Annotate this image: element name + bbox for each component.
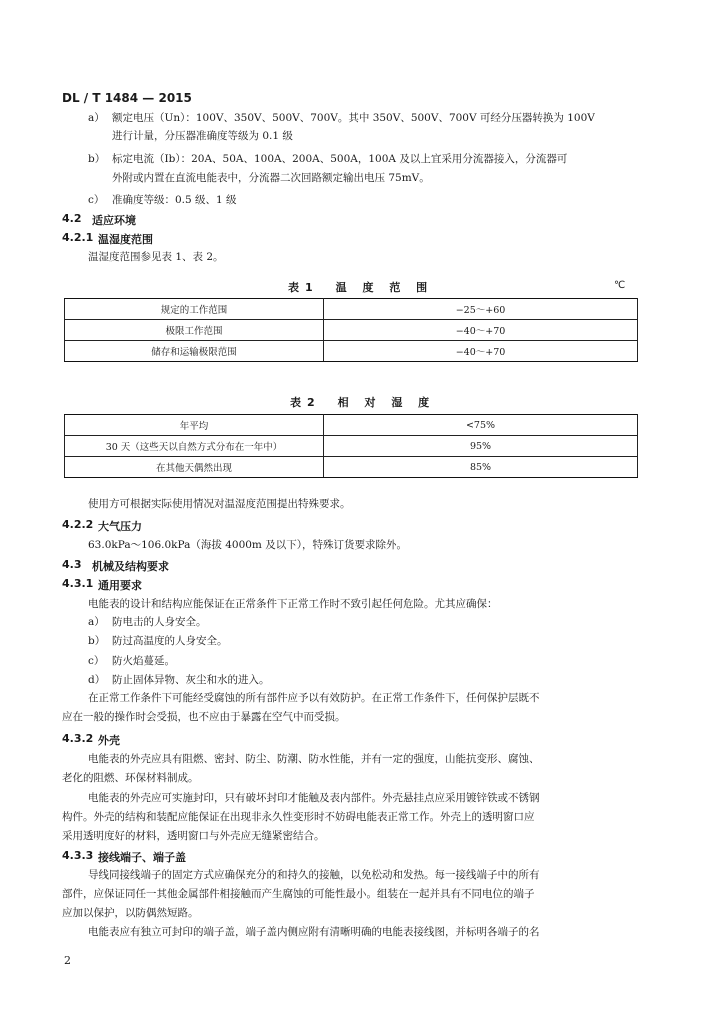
section-4-3-3-title: 接线端子、端子盖	[98, 851, 186, 864]
table2	[64, 414, 638, 478]
section-4-3-1-number: 4.3.1	[62, 577, 94, 590]
table-cell-value: −25～+60	[324, 299, 638, 320]
list-item: 防止固体异物、灰尘和水的进入。	[112, 674, 270, 686]
section-4-3-1-intro: 电能表的设计和结构应能保证在正常条件下正常工作时不致引起任何危险。尤其应确保：	[88, 598, 498, 610]
list-item: 防电击的人身安全。	[112, 616, 207, 628]
list-item-marker: a）	[88, 616, 105, 628]
table-cell-value: 85%	[324, 457, 638, 478]
section-4-2-1-number: 4.2.1	[62, 231, 94, 244]
table-cell-value: <75%	[324, 415, 638, 436]
section-4-3-title: 机械及结构要求	[92, 560, 169, 573]
item-c-text: 准确度等级：0.5 级、1 级	[112, 194, 237, 206]
section-4-3-2-number: 4.3.2	[62, 732, 94, 745]
list-item-marker: d）	[88, 674, 106, 686]
item-b-line1: 标定电流（Ib）：20A、50A、100A、200A、500A，100A 及以上宜采用分流器接入，分流器可	[112, 153, 568, 165]
standard-code: DL / T 1484 — 2015	[62, 91, 192, 105]
page-number: 2	[64, 954, 71, 967]
table1-caption: 表1 温 度 范 围	[288, 281, 434, 294]
table-cell-label: 规定的工作范围	[65, 299, 324, 320]
table-cell-value: −40～+70	[324, 320, 638, 341]
list-item-marker: b）	[88, 635, 106, 647]
list-item-marker: c）	[88, 655, 105, 667]
table-cell-label: 30 天（这些天以自然方式分布在一年中）	[65, 436, 324, 457]
table2-caption: 表2 相 对 湿 度	[290, 396, 436, 409]
table-cell-label: 极限工作范围	[65, 320, 324, 341]
section-4-2-1-body: 温湿度范围参见表 1、表 2。	[88, 251, 224, 263]
table-cell-label: 储存和运输极限范围	[65, 341, 324, 362]
item-a-line1: 额定电压（Un）：100V、350V、500V、700V。其中 350V、500V、700V 可经分压器转换为 100V	[112, 112, 595, 124]
table-cell-label: 在其他天偶然出现	[65, 457, 324, 478]
section-4-2-1-title: 温湿度范围	[98, 233, 153, 246]
section-4-2-2-body: 63.0kPa～106.0kPa（海拔 4000m 及以下），特殊订货要求除外。	[88, 539, 407, 551]
section-4-3-3-p1-line2: 部件，应保证同任一其他金属部件相接触而产生腐蚀的可能性最小。组装在一起并具有不同电位的端子	[62, 888, 535, 900]
table-row	[65, 415, 638, 436]
section-4-2-number: 4.2	[62, 212, 82, 225]
table-row	[65, 341, 638, 362]
item-c-marker: c）	[88, 194, 105, 206]
table-row	[65, 457, 638, 478]
section-4-3-3-p1-line1: 导线同接线端子的固定方式应确保充分的和持久的接触，以免松动和发热。每一接线端子中的所有	[88, 869, 540, 881]
table-cell-value: −40～+70	[324, 341, 638, 362]
list-item: 防过高温度的人身安全。	[112, 635, 228, 647]
item-a-line2: 进行计量，分压器准确度等级为 0.1 级	[112, 130, 293, 142]
section-4-2-title: 适应环境	[92, 214, 136, 227]
section-4-3-3-p2-line1: 电能表应有独立可封印的端子盖，端子盖内侧应附有清晰明确的电能表接线图，并标明各端子的名	[88, 926, 540, 938]
section-4-3-2-p1-line2: 老化的阻燃、环保材料制成。	[62, 772, 199, 784]
section-4-3-2-p2-line1: 电能表的外壳应可实施封印，只有破坏封印才能触及表内部件。外壳悬挂点应采用镀锌铁或不锈钢	[88, 792, 540, 804]
list-item: 防火焰蔓延。	[112, 655, 175, 667]
table-row	[65, 436, 638, 457]
table1-unit: ℃	[614, 280, 626, 291]
table-row	[65, 299, 638, 320]
section-4-3-3-number: 4.3.3	[62, 849, 94, 862]
item-b-line2: 外附或内置在直流电能表中，分流器二次回路额定输出电压 75mV。	[112, 172, 430, 184]
section-4-3-2-p1-line1: 电能表的外壳应具有阻燃、密封、防尘、防潮、防水性能，并有一定的强度，山能抗变形、腐蚀、	[88, 753, 540, 765]
item-b-marker: b）	[88, 153, 106, 165]
table1	[64, 298, 638, 362]
section-4-3-1-para-line2: 应在一般的操作时会受损，也不应由于暴露在空气中而受损。	[62, 711, 346, 723]
section-4-3-2-p2-line3: 采用透明度好的材料，透明窗口与外壳应无缝紧密结合。	[62, 830, 325, 842]
table-row	[65, 320, 638, 341]
section-4-3-3-p1-line3: 应加以保护，以防偶然短路。	[62, 907, 199, 919]
section-4-2-2-number: 4.2.2	[62, 518, 94, 531]
temperature-note: 使用方可根据实际使用情况对温湿度范围提出特殊要求。	[88, 498, 351, 510]
section-4-3-2-title: 外壳	[98, 734, 120, 747]
section-4-3-number: 4.3	[62, 558, 82, 571]
section-4-3-2-p2-line2: 构件。外壳的结构和装配应能保证在出现非永久性变形时不妨碍电能表正常工作。外壳上的透明窗口应	[62, 811, 535, 823]
item-a-marker: a）	[88, 112, 105, 124]
table-cell-value: 95%	[324, 436, 638, 457]
table-cell-label: 年平均	[65, 415, 324, 436]
section-4-2-2-title: 大气压力	[98, 520, 142, 533]
section-4-3-1-para-line1: 在正常工作条件下可能经受腐蚀的所有部件应予以有效防护。在正常工作条件下，任何保护层既不	[88, 692, 540, 704]
section-4-3-1-title: 通用要求	[98, 579, 142, 592]
